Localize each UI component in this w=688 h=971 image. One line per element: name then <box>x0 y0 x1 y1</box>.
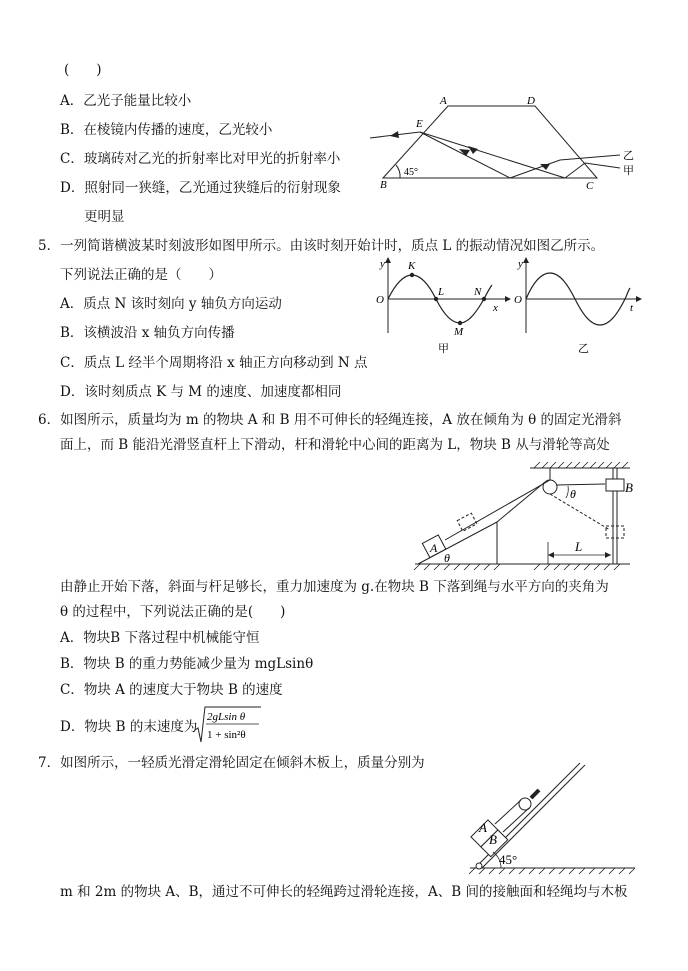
q4-answer-bracket: ( ) <box>64 62 102 78</box>
incline-angle-label-top: θ <box>570 487 576 501</box>
q6-option-a: A．物块B 下落过程中机械能守恒 <box>60 630 260 646</box>
q6-stem-line-2: 面上，而 B 能沿光滑竖直杆上下滑动，杆和滑轮中心间的距离为 L，物块 B 从与滑轮等高处 <box>60 437 610 453</box>
wave-a-label-n: N <box>474 286 482 298</box>
q5-option-c: C．质点 L 经半个周期将沿 x 轴正方向移动到 N 点 <box>60 355 368 371</box>
incline-label-b: B <box>625 480 633 495</box>
incline-label-a: A <box>430 541 438 555</box>
q5-option-d: D．该时刻质点 K 与 M 的速度、加速度都相同 <box>60 384 342 400</box>
q5-option-a: A．质点 N 该时刻向 y 轴负方向运动 <box>60 296 282 312</box>
q6-option-b: B．物块 B 的重力势能减少量为 mgLsinθ <box>60 656 314 672</box>
ray-label-jia: 甲 <box>623 165 634 177</box>
formula-numerator: 2gLsin θ <box>207 711 246 723</box>
prism-label-d: D <box>527 95 535 107</box>
pulley-label-a: A <box>479 820 487 835</box>
q5-option-b: B．该横波沿 x 轴负方向传播 <box>60 325 235 341</box>
q5-stem-line-2: 下列说法正确的是（ ） <box>60 267 222 283</box>
q6-incline-figure <box>400 460 640 575</box>
wave-a-label-o: O <box>376 294 384 306</box>
ray-label-yi: 乙 <box>623 150 634 162</box>
incline-angle-label-bottom: θ <box>444 551 450 565</box>
q7-stem-line-2: m 和 2m 的物块 A、B，通过不可伸长的轻绳跨过滑轮连接，A、B 间的接触面和轻绳均与木板 <box>60 884 628 900</box>
prism-label-e: E <box>416 118 423 130</box>
wave-a-label-y: y <box>380 258 385 270</box>
wave-a-label-x: x <box>493 302 498 314</box>
q4-option-d: D．照射同一狭缝，乙光通过狭缝后的衍射现象 <box>60 180 341 196</box>
formula-denominator: 1 + sin²θ <box>207 729 246 741</box>
q4-option-c: C．玻璃砖对乙光的折射率比对甲光的折射率小 <box>60 151 341 167</box>
wave-b-label-t: t <box>630 302 634 314</box>
wave-a-label-m: M <box>454 326 464 338</box>
q5-stem-line-1: 5．一列简谐横波某时刻波形如图甲所示。由该时刻开始计时，质点 L 的振动情况如图乙所示。 <box>38 238 605 254</box>
prism-label-b: B <box>380 179 387 191</box>
pulley-angle-label: 45° <box>499 852 518 867</box>
incline-label-l: L <box>575 539 583 554</box>
q4-option-d-continued: 更明显 <box>84 209 125 225</box>
prism-label-a: A <box>440 95 447 107</box>
q4-option-a: A．乙光子能量比较小 <box>60 93 192 109</box>
q6-option-d: D．物块 B 的末速度为 <box>60 719 198 735</box>
q6-answer-formula <box>193 704 263 748</box>
q4-option-b: B．在棱镜内传播的速度，乙光较小 <box>60 122 273 138</box>
wave-a-label-l: L <box>438 286 445 298</box>
q6-option-c: C．物块 A 的速度大于物块 B 的速度 <box>60 682 283 698</box>
q7-stem-line-1: 7．如图所示，一轻质光滑定滑轮固定在倾斜木板上，质量分别为 <box>38 755 425 771</box>
q5-wave-figure <box>370 255 645 360</box>
pulley-label-b: B <box>489 832 497 847</box>
q4-prism-figure <box>360 90 650 195</box>
q7-pulley-figure <box>455 760 645 875</box>
prism-angle-label: 45° <box>404 167 418 178</box>
wave-b-label-o: O <box>514 294 522 306</box>
q6-stem-line-3: 由静止开始下落，斜面与杆足够长，重力加速度为 g.在物块 B 下落到绳与水平方向的夹角为 <box>60 579 609 595</box>
prism-label-c: C <box>586 180 594 192</box>
wave-a-label-k: K <box>408 260 416 272</box>
wave-a-caption: 甲 <box>438 343 449 355</box>
q6-stem-line-4: θ 的过程中，下列说法正确的是( ) <box>60 604 286 620</box>
wave-b-caption: 乙 <box>578 343 589 355</box>
q6-stem-line-1: 6．如图所示，质量均为 m 的物块 A 和 B 用不可伸长的轻绳连接，A 放在倾角为 θ 的固定光滑斜 <box>38 412 622 428</box>
wave-b-label-y: y <box>518 258 523 270</box>
